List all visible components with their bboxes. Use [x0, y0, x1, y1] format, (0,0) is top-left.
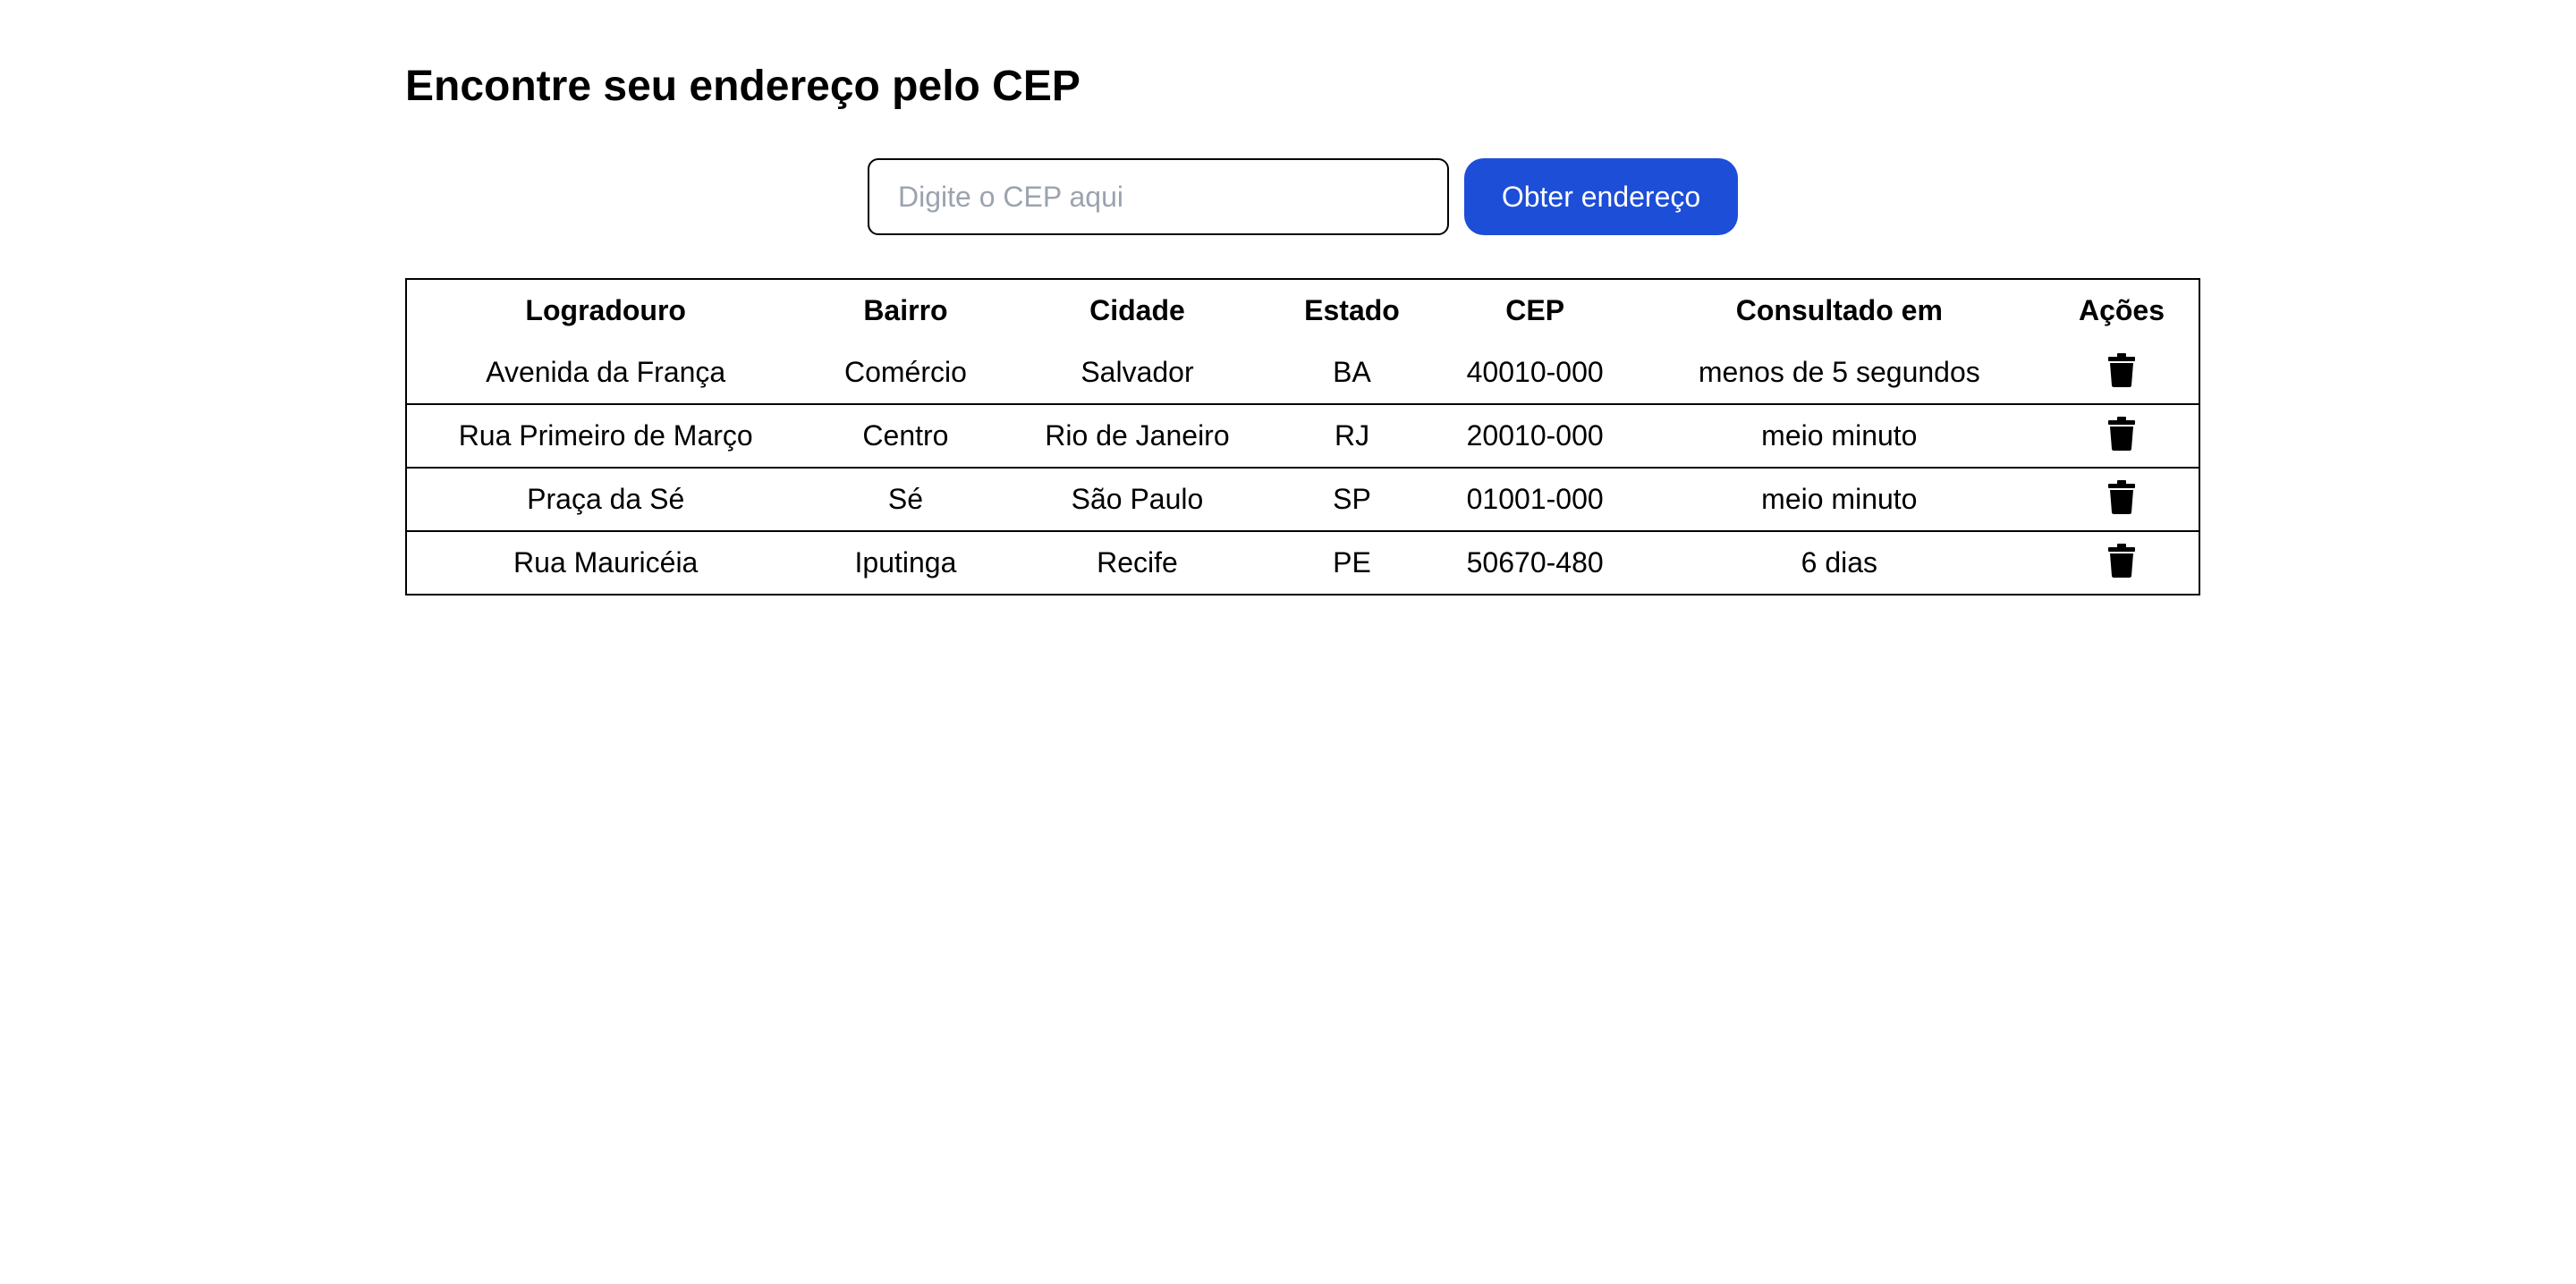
- cell-acoes: [2045, 404, 2199, 468]
- trash-icon: [2108, 480, 2135, 514]
- cell-estado: SP: [1333, 483, 1371, 515]
- get-address-button[interactable]: Obter endereço: [1464, 158, 1738, 235]
- delete-row-button[interactable]: [2104, 414, 2140, 453]
- cell-consultado-em: meio minuto: [1761, 419, 1918, 452]
- trash-icon: [2108, 353, 2135, 387]
- header-logradouro: Logradouro: [525, 294, 686, 326]
- cell-bairro: Comércio: [843, 356, 967, 388]
- header-cep: CEP: [1505, 294, 1565, 326]
- cell-cidade: Recife: [1097, 546, 1178, 579]
- cell-cep: 40010-000: [1466, 356, 1604, 388]
- cell-logradouro: Rua Mauricéia: [513, 546, 699, 579]
- trash-icon: [2108, 544, 2135, 578]
- page-title: Encontre seu endereço pelo CEP: [405, 63, 1080, 110]
- cell-acoes: [2045, 342, 2199, 404]
- cell-logradouro: Praça da Sé: [527, 483, 685, 515]
- table-header-row: [406, 279, 2199, 342]
- delete-row-button[interactable]: [2104, 541, 2140, 580]
- cell-consultado-em: menos de 5 segundos: [1698, 356, 1980, 388]
- table-row: [406, 404, 2199, 468]
- cell-cep: 01001-000: [1466, 483, 1604, 515]
- cell-bairro: Iputinga: [854, 546, 957, 579]
- cell-bairro: Centro: [862, 419, 949, 452]
- header-bairro: Bairro: [863, 294, 948, 326]
- cell-acoes: [2045, 531, 2199, 595]
- delete-row-button[interactable]: [2104, 477, 2140, 517]
- cell-estado: RJ: [1334, 419, 1370, 452]
- cell-logradouro: Rua Primeiro de Março: [458, 419, 753, 452]
- table-row: [406, 531, 2199, 595]
- cell-consultado-em: meio minuto: [1761, 483, 1918, 515]
- cell-cidade: São Paulo: [1071, 483, 1204, 515]
- cell-consultado-em: 6 dias: [1801, 546, 1878, 579]
- header-consultado-em: Consultado em: [1735, 294, 1943, 326]
- cell-estado: PE: [1333, 546, 1371, 579]
- cep-search-form: [868, 158, 1738, 235]
- cell-estado: BA: [1333, 356, 1371, 388]
- delete-row-button[interactable]: [2104, 351, 2140, 390]
- cell-cep: 20010-000: [1466, 419, 1604, 452]
- header-acoes: Ações: [2078, 294, 2165, 326]
- cell-cep: 50670-480: [1466, 546, 1604, 579]
- header-estado: Estado: [1304, 294, 1400, 326]
- table-body: [406, 342, 2199, 595]
- cell-cidade: Salvador: [1080, 356, 1194, 388]
- cell-bairro: Sé: [887, 483, 923, 515]
- cell-logradouro: Avenida da França: [486, 356, 726, 388]
- cell-cidade: Rio de Janeiro: [1045, 419, 1230, 452]
- address-table: [405, 278, 2200, 596]
- table-row: [406, 468, 2199, 531]
- cep-input[interactable]: [868, 158, 1449, 235]
- table-header: [406, 279, 2199, 342]
- trash-icon: [2108, 417, 2135, 451]
- table-row: [406, 342, 2199, 404]
- header-cidade: Cidade: [1089, 294, 1185, 326]
- cell-acoes: [2045, 468, 2199, 531]
